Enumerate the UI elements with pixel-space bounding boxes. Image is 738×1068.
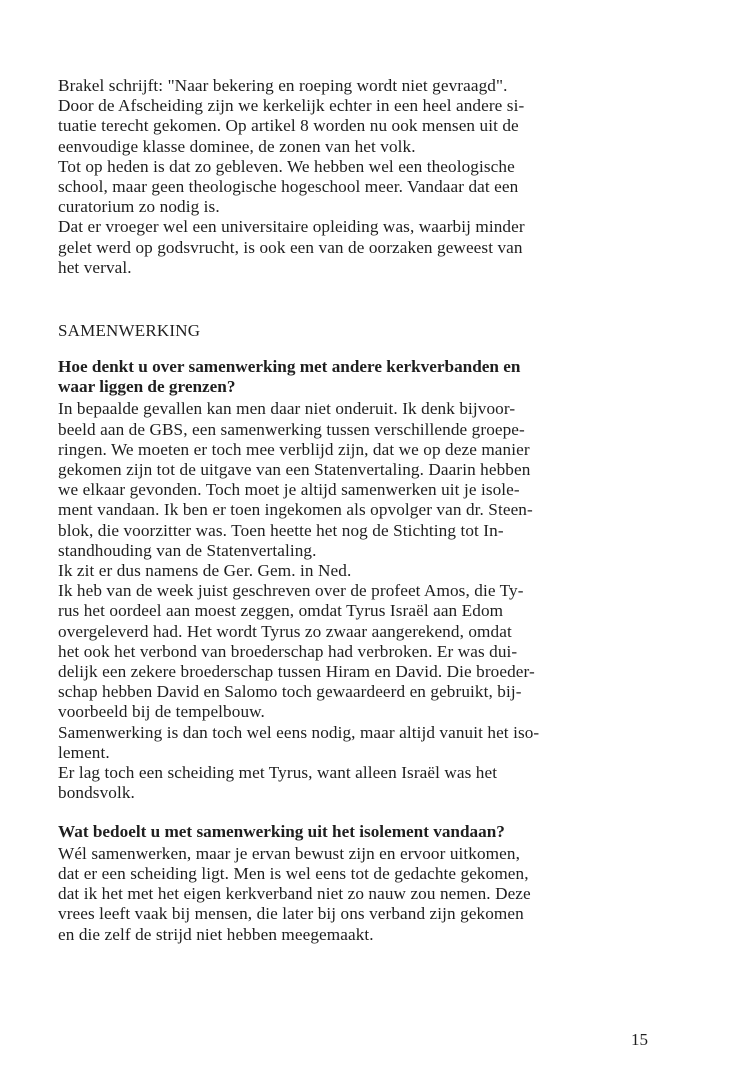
text-line: het verval. bbox=[58, 257, 132, 277]
text-line: dat er een scheiding ligt. Men is wel eens tot de gedachte gekomen, bbox=[58, 863, 529, 883]
text-line: Dat er vroeger wel een universitaire opleiding was, waarbij minder bbox=[58, 217, 525, 237]
text-line: schap hebben David en Salomo toch gewaardeerd en gebruikt, bij- bbox=[58, 682, 522, 702]
text-line: blok, die voorzitter was. Toen heette het nog de Stichting tot In- bbox=[58, 520, 504, 540]
text-line: school, maar geen theologische hogeschool meer. Vandaar dat een bbox=[58, 177, 519, 197]
answer-2 bbox=[58, 844, 668, 945]
text-line: bondsvolk. bbox=[58, 783, 135, 803]
question-line: waar liggen de grenzen? bbox=[58, 377, 236, 397]
text-line: rus het oordeel aan moest zeggen, omdat Tyrus Israël aan Edom bbox=[58, 601, 504, 621]
intro-paragraph bbox=[58, 76, 668, 278]
text-line: eenvoudige klasse dominee, de zonen van het volk. bbox=[58, 136, 416, 156]
question-line: Wat bedoelt u met samenwerking uit het isolement vandaan? bbox=[58, 821, 505, 841]
document-page bbox=[58, 76, 668, 945]
text-line: Tot op heden is dat zo gebleven. We hebben wel een theologische bbox=[58, 156, 515, 176]
text-line: In bepaalde gevallen kan men daar niet onderuit. Ik denk bijvoor- bbox=[58, 399, 516, 419]
text-line: gekomen zijn tot de uitgave van een Statenvertaling. Daarin hebben bbox=[58, 460, 531, 480]
text-line: ment vandaan. Ik ben er toen ingekomen als opvolger van dr. Steen- bbox=[58, 500, 533, 520]
text-line: standhouding van de Statenvertaling. bbox=[58, 540, 317, 560]
text-line: beeld aan de GBS, een samenwerking tussen verschillende groepe- bbox=[58, 419, 525, 439]
text-line: Brakel schrijft: "Naar bekering en roeping wordt niet gevraagd". bbox=[58, 76, 508, 95]
answer-1 bbox=[58, 399, 668, 803]
text-line: gelet werd op godsvrucht, is ook een van de oorzaken geweest van bbox=[58, 237, 523, 257]
section-heading: SAMENWERKING bbox=[58, 321, 201, 341]
page-number: 15 bbox=[631, 1030, 648, 1049]
text-line: dat ik het met het eigen kerkverband niet zo nauw zou nemen. Deze bbox=[58, 884, 531, 904]
text-line: Er lag toch een scheiding met Tyrus, want alleen Israël was het bbox=[58, 763, 498, 783]
text-line: Ik zit er dus namens de Ger. Gem. in Ned. bbox=[58, 561, 352, 581]
text-line: voorbeeld bij de tempelbouw. bbox=[58, 702, 265, 722]
text-line: vrees leeft vaak bij mensen, die later bij ons verband zijn gekomen bbox=[58, 904, 524, 924]
question-2 bbox=[58, 822, 668, 842]
text-line: we elkaar gevonden. Toch moet je altijd samenwerken uit je isole- bbox=[58, 480, 520, 500]
question-1 bbox=[58, 357, 668, 397]
text-line: en die zelf de strijd niet hebben meegemaakt. bbox=[58, 924, 374, 944]
question-line: Hoe denkt u over samenwerking met andere kerkverbanden en bbox=[58, 357, 521, 377]
text-line: ringen. We moeten er toch mee verblijd zijn, dat we op deze manier bbox=[58, 439, 530, 459]
text-line: tuatie terecht gekomen. Op artikel 8 worden nu ook mensen uit de bbox=[58, 116, 519, 136]
text-line: het ook het verbond van broederschap had verbroken. Er was dui- bbox=[58, 641, 518, 661]
text-line: Samenwerking is dan toch wel eens nodig, maar altijd vanuit het iso- bbox=[58, 722, 540, 742]
text-line: curatorium zo nodig is. bbox=[58, 197, 220, 217]
text-line: overgeleverd had. Het wordt Tyrus zo zwaar aangerekend, omdat bbox=[58, 621, 512, 641]
text-line: delijk een zekere broederschap tussen Hiram en David. Die broeder- bbox=[58, 662, 535, 682]
text-line: lement. bbox=[58, 742, 110, 762]
text-line: Door de Afscheiding zijn we kerkelijk echter in een heel andere si- bbox=[58, 96, 525, 116]
text-line: Ik heb van de week juist geschreven over de profeet Amos, die Ty- bbox=[58, 581, 524, 601]
text-line: Wél samenwerken, maar je ervan bewust zijn en ervoor uitkomen, bbox=[58, 843, 520, 863]
